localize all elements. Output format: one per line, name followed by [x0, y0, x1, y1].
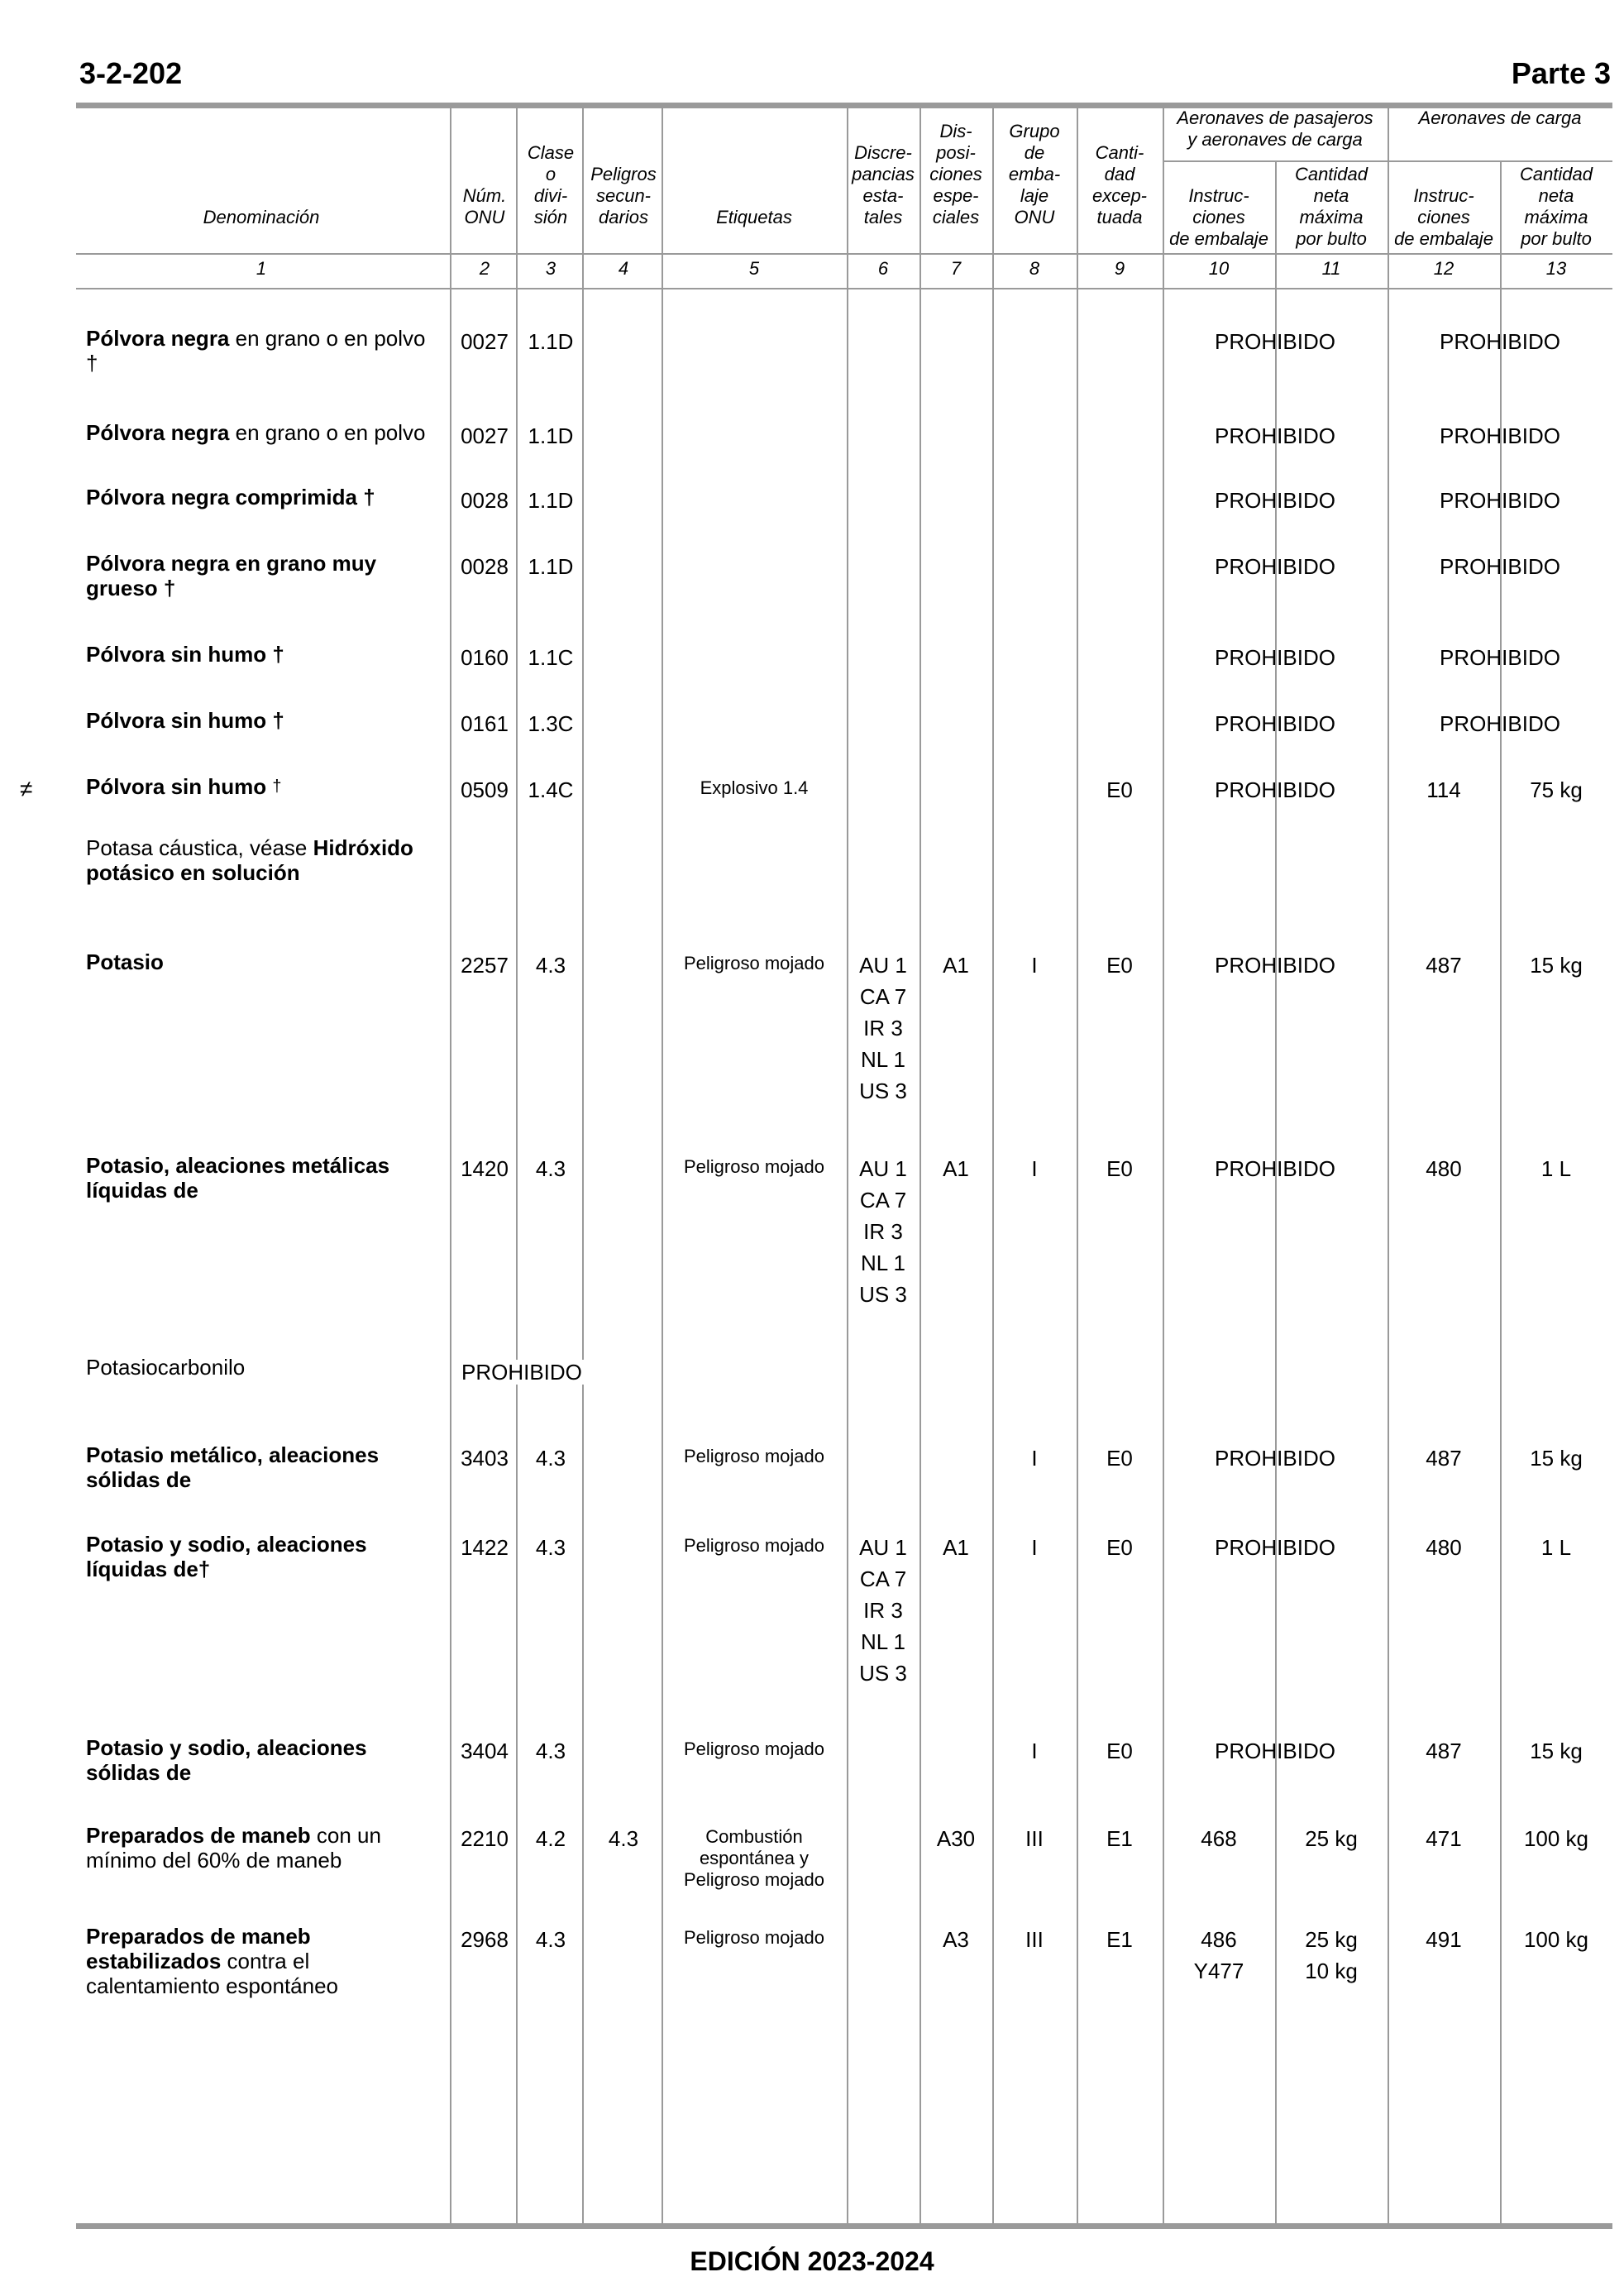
- class-division: 4.3: [535, 1927, 566, 1952]
- pax-max-qty: 25 kg: [1305, 1826, 1358, 1851]
- class-division: 4.2: [535, 1826, 566, 1851]
- col-header-pi-cargo: Instruc- ciones de embalaje: [1394, 185, 1493, 249]
- state-variations: [847, 949, 919, 1107]
- state-variation: US 3: [859, 1661, 907, 1686]
- label: Peligroso mojado: [684, 953, 824, 973]
- entry-name: Potasio: [86, 949, 164, 974]
- col-line: [1275, 160, 1277, 2223]
- cargo-prohibited: PROHIBIDO: [1440, 329, 1560, 354]
- change-mark: ≠: [20, 776, 33, 801]
- entry-name: Pólvora negra en grano o en polvo: [86, 420, 426, 445]
- excepted-quantity: E0: [1106, 1446, 1133, 1471]
- state-variation: US 3: [859, 1079, 907, 1103]
- excepted-quantity: E0: [1106, 777, 1133, 802]
- secondary-hazard: 4.3: [608, 1826, 639, 1851]
- col-number: 6: [877, 258, 889, 279]
- state-variation: US 3: [859, 1282, 907, 1307]
- cargo-prohibited: PROHIBIDO: [1440, 554, 1560, 579]
- cargo-max-qty: 15 kg: [1530, 953, 1583, 978]
- pax-prohibited: PROHIBIDO: [1215, 329, 1335, 354]
- excepted-quantity: E0: [1106, 953, 1133, 978]
- col-header-grupo: Grupo de emba- laje ONU: [1008, 121, 1061, 227]
- cargo-max-qty: 100 kg: [1523, 1826, 1589, 1851]
- pax-prohibited: PROHIBIDO: [1215, 777, 1335, 802]
- state-variation: AU 1: [859, 1156, 907, 1181]
- col-number: 2: [479, 258, 490, 279]
- col-number: 5: [748, 258, 760, 279]
- special-provision: A30: [936, 1826, 976, 1851]
- state-variation: AU 1: [859, 1535, 907, 1560]
- cargo-max-qty: 100 kg: [1523, 1927, 1589, 1952]
- class-division: 4.3: [535, 1739, 566, 1763]
- label: Explosivo 1.4: [700, 777, 809, 798]
- entry-name: Potasa cáustica, véase Hidróxido potásico en solución: [86, 835, 413, 885]
- class-division: 4.3: [535, 1446, 566, 1471]
- onu-number: 2968: [461, 1927, 509, 1952]
- bottom-rule: [76, 2223, 1612, 2229]
- pax-max-qty: 10 kg: [1305, 1959, 1358, 1983]
- col-number: 7: [950, 258, 962, 279]
- state-variations: [847, 1153, 919, 1310]
- onu-number: 0028: [461, 488, 509, 513]
- onu-number: 1422: [461, 1535, 509, 1560]
- special-provision: A1: [943, 953, 969, 978]
- part-label: Parte 3: [1511, 56, 1611, 90]
- entry-name: Potasio, aleaciones metálicas líquidas de: [86, 1153, 390, 1203]
- cargo-max-qty: 15 kg: [1530, 1446, 1583, 1471]
- cargo-packing-instruction: 480: [1426, 1156, 1462, 1181]
- entry-name: Pólvora negra comprimida †: [86, 485, 375, 509]
- edition-footer: EDICIÓN 2023-2024: [690, 2246, 934, 2276]
- onu-number: 0161: [461, 711, 509, 736]
- col-header-denominacion: Denominación: [203, 207, 320, 227]
- class-division: 1.1C: [528, 645, 574, 670]
- onu-number: 2210: [461, 1826, 509, 1851]
- col-header-discrepancias: Discre- pancias esta- tales: [852, 142, 915, 227]
- header-divider: [76, 253, 1612, 255]
- col-number: 3: [545, 258, 556, 279]
- col-number: 4: [618, 258, 629, 279]
- state-variation: NL 1: [861, 1251, 905, 1275]
- col-number: 13: [1545, 258, 1567, 279]
- pax-packing-instruction: 468: [1201, 1826, 1237, 1851]
- col-header-qty-pax: Cantidad neta máxima por bulto: [1294, 164, 1368, 249]
- cargo-packing-instruction: 487: [1426, 1739, 1462, 1763]
- cargo-packing-instruction: 491: [1426, 1927, 1462, 1952]
- packing-group: I: [1031, 1446, 1038, 1471]
- pax-prohibited: PROHIBIDO: [1215, 1535, 1335, 1560]
- state-variation: IR 3: [863, 1598, 903, 1623]
- cargo-prohibited: PROHIBIDO: [1440, 711, 1560, 736]
- onu-number: 0509: [461, 777, 509, 802]
- class-division: 4.3: [535, 1535, 566, 1560]
- state-variation: AU 1: [859, 953, 907, 978]
- col-number: 1: [256, 258, 267, 279]
- packing-group: I: [1031, 1156, 1038, 1181]
- class-division: 1.3C: [528, 711, 574, 736]
- onu-number: 0028: [461, 554, 509, 579]
- col-header-pi-pax: Instruc- ciones de embalaje: [1169, 185, 1268, 249]
- col-number: 10: [1208, 258, 1230, 279]
- onu-number: 2257: [461, 953, 509, 978]
- pax-max-quantities: [1275, 1924, 1388, 1987]
- pax-prohibited: PROHIBIDO: [1215, 423, 1335, 448]
- col-header-excep: Canti- dad excep- tuada: [1091, 142, 1148, 227]
- entry-name: Pólvora negra en grano o en polvo †: [86, 326, 426, 375]
- onu-number: 3404: [461, 1739, 509, 1763]
- pax-prohibited: PROHIBIDO: [1215, 1156, 1335, 1181]
- label: Combustión espontánea y Peligroso mojado: [684, 1826, 824, 1890]
- packing-group: I: [1031, 1739, 1038, 1763]
- cargo-packing-instruction: 480: [1426, 1535, 1462, 1560]
- onu-number: 3403: [461, 1446, 509, 1471]
- pax-prohibited: PROHIBIDO: [1215, 554, 1335, 579]
- excepted-quantity: E1: [1106, 1927, 1133, 1952]
- entry-name: Preparados de maneb con un mínimo del 60% de maneb: [86, 1823, 381, 1873]
- cargo-packing-instruction: 114: [1426, 777, 1461, 802]
- state-variation: NL 1: [861, 1047, 905, 1072]
- pax-prohibited: PROHIBIDO: [1215, 1739, 1335, 1763]
- class-division: 1.1D: [528, 329, 574, 354]
- state-variation: IR 3: [863, 1016, 903, 1040]
- cargo-max-qty: 15 kg: [1530, 1739, 1583, 1763]
- cargo-prohibited: PROHIBIDO: [1440, 488, 1560, 513]
- cargo-packing-instruction: 487: [1426, 1446, 1462, 1471]
- onu-number: 1420: [461, 1156, 509, 1181]
- forbidden-notice: PROHIBIDO: [461, 1360, 627, 1385]
- pax-prohibited: PROHIBIDO: [1215, 711, 1335, 736]
- packing-group: III: [1025, 1927, 1044, 1952]
- special-provision: A3: [943, 1927, 969, 1952]
- col-header-onu: Núm. ONU: [462, 185, 507, 227]
- excepted-quantity: E1: [1106, 1826, 1133, 1851]
- entry-name: Potasio y sodio, aleaciones sólidas de: [86, 1735, 367, 1785]
- group-header-cargo: Aeronaves de carga: [1418, 108, 1582, 128]
- pax-packing-instruction: 486: [1201, 1927, 1237, 1952]
- class-division: 4.3: [535, 953, 566, 978]
- group-header-pax: Aeronaves de pasajeros y aeronaves de carga: [1177, 108, 1373, 150]
- col-number: 9: [1114, 258, 1125, 279]
- col-header-etiquetas: Etiquetas: [716, 207, 792, 227]
- numbers-divider: [76, 288, 1612, 289]
- special-provision: A1: [943, 1156, 969, 1181]
- col-number: 8: [1029, 258, 1040, 279]
- label: Peligroso mojado: [684, 1927, 824, 1948]
- special-provision: A1: [943, 1535, 969, 1560]
- col-header-qty-cargo: Cantidad neta máxima por bulto: [1519, 164, 1593, 249]
- col-header-disposiciones: Dis- posi- ciones espe- ciales: [929, 121, 982, 227]
- cargo-prohibited: PROHIBIDO: [1440, 645, 1560, 670]
- excepted-quantity: E0: [1106, 1535, 1133, 1560]
- class-division: 1.1D: [528, 554, 574, 579]
- entry-name: Pólvora sin humo †: [86, 708, 284, 733]
- page-number: 3-2-202: [79, 56, 183, 90]
- cargo-prohibited: PROHIBIDO: [1440, 423, 1560, 448]
- class-division: 4.3: [535, 1156, 566, 1181]
- state-variation: CA 7: [859, 1188, 907, 1213]
- entry-name: Potasio y sodio, aleaciones líquidas de†: [86, 1532, 367, 1581]
- cargo-packing-instruction: 471: [1426, 1826, 1462, 1851]
- label: Peligroso mojado: [684, 1535, 824, 1556]
- col-number: 12: [1433, 258, 1454, 279]
- class-division: 1.4C: [528, 777, 574, 802]
- onu-number: 0160: [461, 645, 509, 670]
- entry-name: Pólvora negra en grano muy grueso †: [86, 551, 377, 600]
- label: Peligroso mojado: [684, 1156, 824, 1177]
- pax-packing-instructions: [1163, 1924, 1275, 1987]
- packing-group: I: [1031, 953, 1038, 978]
- entry-name: Potasio metálico, aleaciones sólidas de: [86, 1442, 380, 1492]
- pax-prohibited: PROHIBIDO: [1215, 1446, 1335, 1471]
- onu-number: 0027: [461, 423, 509, 448]
- state-variation: NL 1: [861, 1629, 905, 1654]
- col-header-clase: Clase o divi- sión: [527, 142, 575, 227]
- entry-name: Potasiocarbonilo: [86, 1355, 246, 1380]
- packing-group: I: [1031, 1535, 1038, 1560]
- cargo-max-qty: 1 L: [1540, 1535, 1572, 1560]
- col-number: 11: [1321, 258, 1341, 279]
- entry-name: Preparados de maneb estabilizados contra el calentamiento espontáneo: [86, 1924, 339, 1998]
- pax-prohibited: PROHIBIDO: [1215, 488, 1335, 513]
- col-line: [450, 106, 451, 2223]
- label: Peligroso mojado: [684, 1446, 824, 1466]
- entry-name: Pólvora sin humo †: [86, 642, 284, 667]
- state-variations: [847, 1532, 919, 1689]
- class-division: 1.1D: [528, 423, 574, 448]
- col-header-peligros: Peligros secun- darios: [590, 164, 657, 227]
- excepted-quantity: E0: [1106, 1156, 1133, 1181]
- excepted-quantity: E0: [1106, 1739, 1133, 1763]
- state-variation: CA 7: [859, 984, 907, 1009]
- onu-number: 0027: [461, 329, 509, 354]
- cargo-max-qty: 1 L: [1540, 1156, 1572, 1181]
- label: Peligroso mojado: [684, 1739, 824, 1759]
- pax-prohibited: PROHIBIDO: [1215, 953, 1335, 978]
- class-division: 1.1D: [528, 488, 574, 513]
- col-line: [1500, 160, 1502, 2223]
- cargo-packing-instruction: 487: [1426, 953, 1462, 978]
- packing-group: III: [1025, 1826, 1044, 1851]
- state-variation: CA 7: [859, 1567, 907, 1591]
- entry-name: Pólvora sin humo †: [86, 774, 282, 799]
- pax-packing-instruction: Y477: [1193, 1959, 1244, 1983]
- pax-max-qty: 25 kg: [1305, 1927, 1358, 1952]
- cargo-max-qty: 75 kg: [1530, 777, 1583, 802]
- state-variation: IR 3: [863, 1219, 903, 1244]
- pax-prohibited: PROHIBIDO: [1215, 645, 1335, 670]
